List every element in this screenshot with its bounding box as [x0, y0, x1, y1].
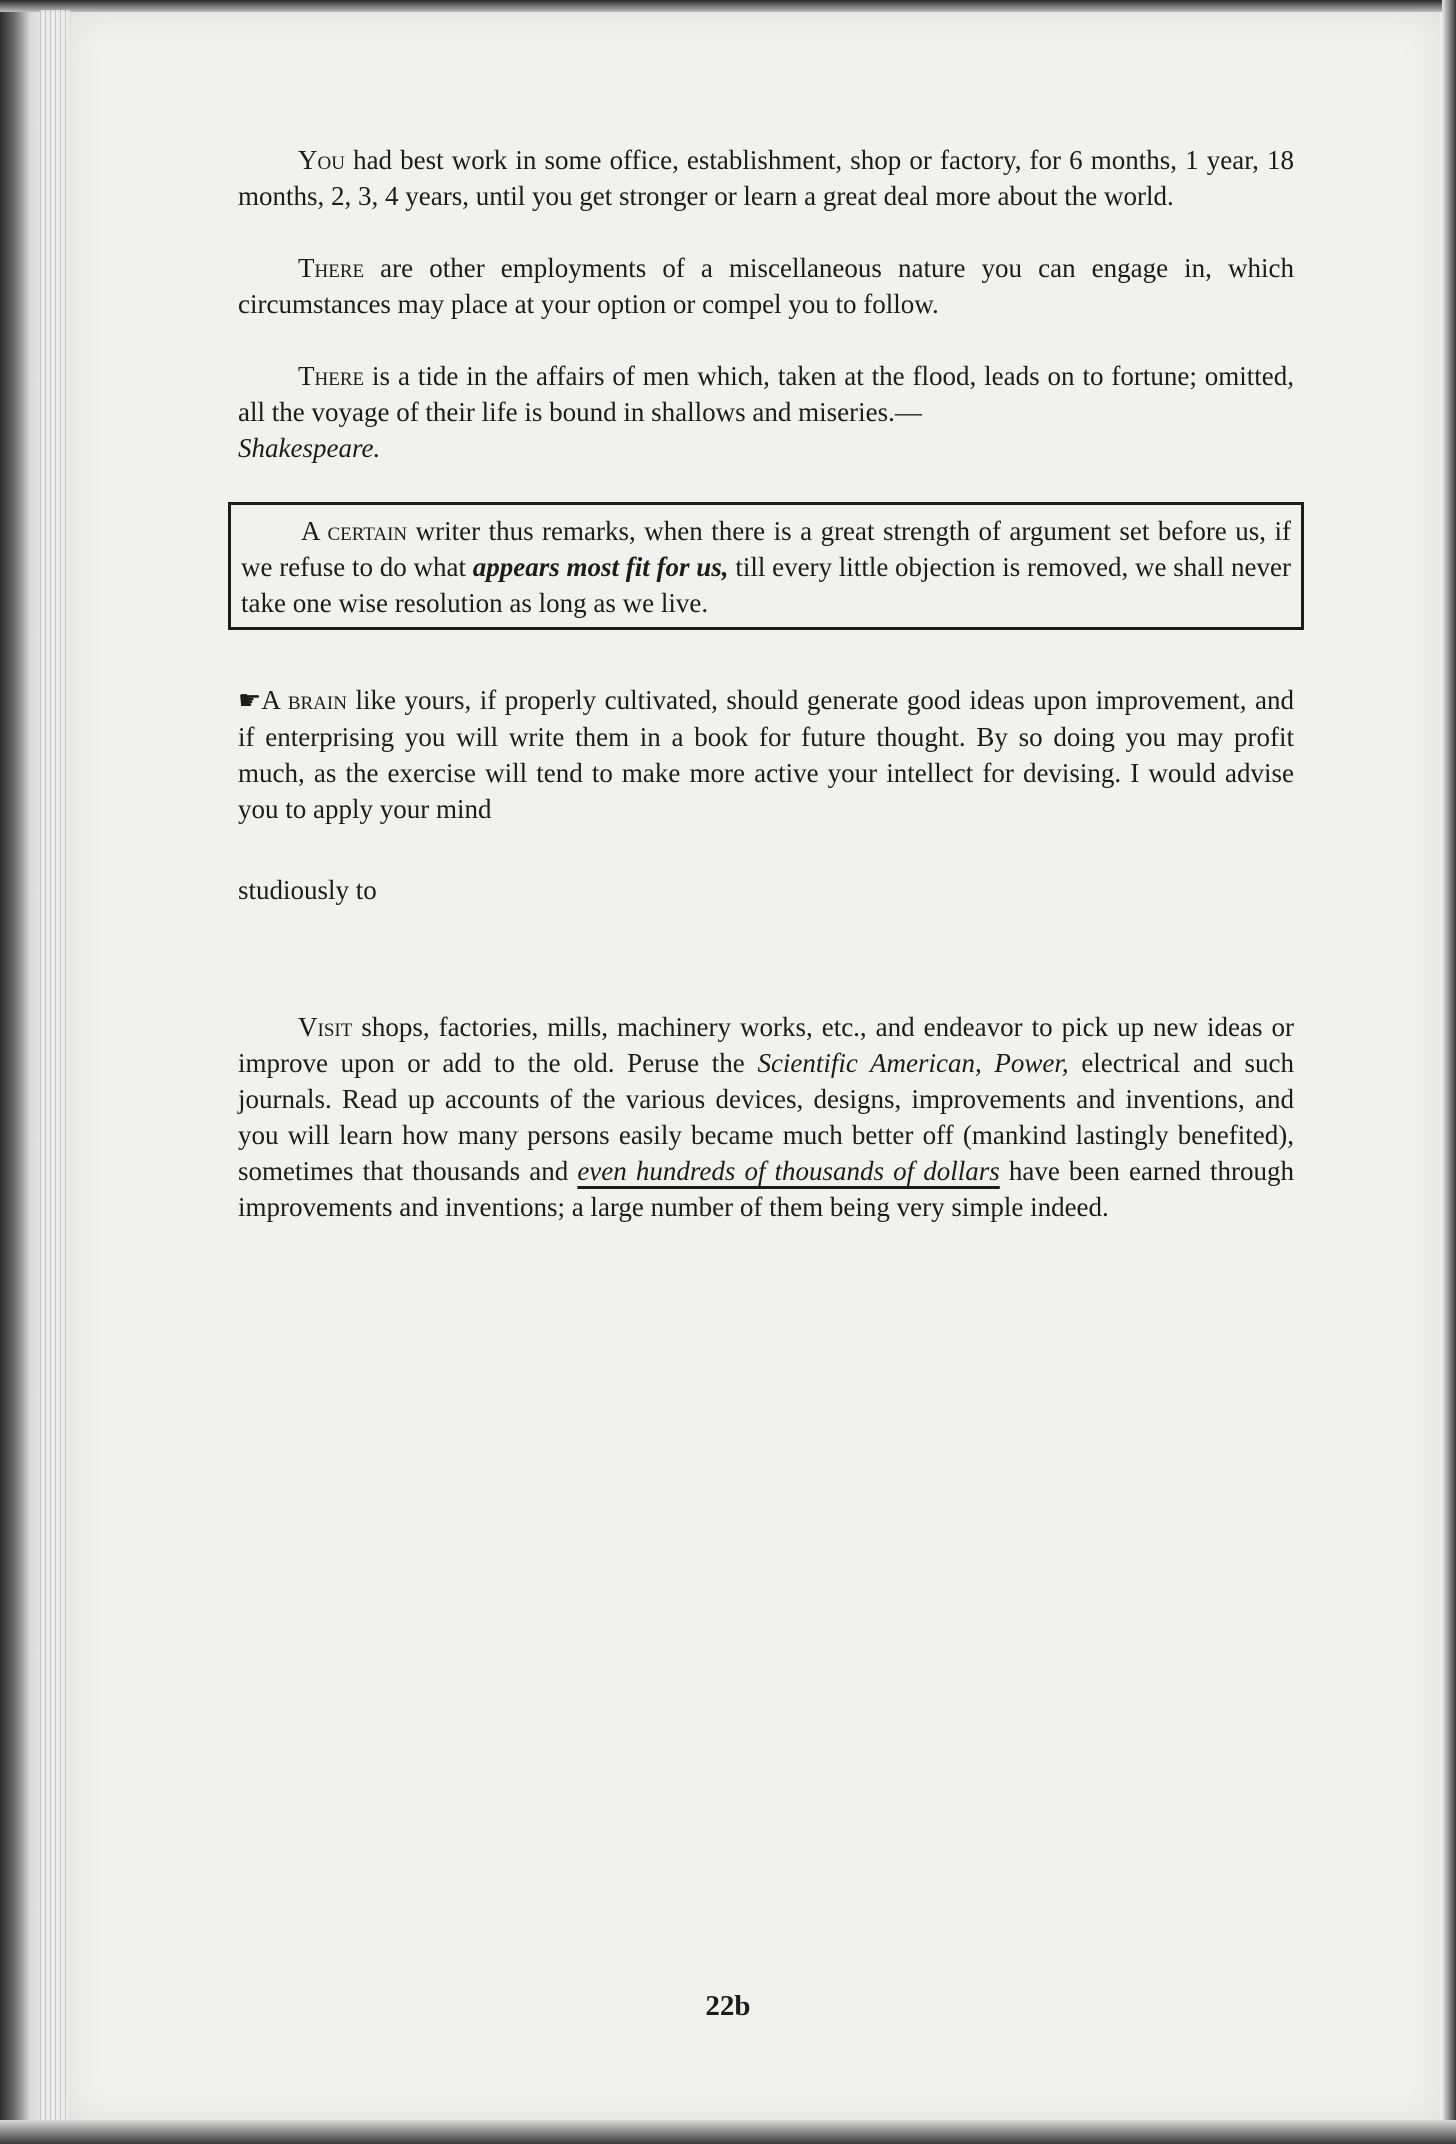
paragraph-text: electrical and such journals. Read up accounts of the various devices, designs, improvements and inventions, and you will learn how many persons easily became much better off (mankind lastingly benefited), sometimes that thousands and — [238, 1048, 1294, 1186]
boxed-note-text-part: till every little objection is removed, we shall never take one wise resolution as long as we live. — [241, 552, 1291, 618]
paragraph-employments — [238, 250, 1294, 322]
dotted-fill-line[interactable] — [238, 1327, 1294, 1363]
page-content — [238, 142, 1294, 1921]
blank-fill-line — [238, 1591, 1294, 1627]
boxed-note-emphasis: appears most fit for us, — [472, 552, 729, 582]
quote-attribution: Shakespeare. — [238, 433, 381, 463]
journal-names: Scientific American, Power, — [757, 1048, 1069, 1078]
studiously-line — [238, 863, 1294, 905]
scan-right-edge — [1442, 0, 1456, 2144]
dotted-fill-line[interactable] — [238, 1393, 1294, 1429]
dotted-fill-line[interactable] — [238, 1723, 1294, 1759]
blank-fill-line — [238, 1459, 1294, 1495]
paragraph-text: have been earned through improvements and inventions; a large number of them being very simple indeed. — [238, 1156, 1294, 1222]
blank-fill-line — [238, 1723, 1294, 1759]
dotted-fill-line[interactable] — [238, 1525, 1294, 1561]
paragraph-brain — [238, 682, 1294, 827]
paragraph-text: had best work in some office, establishment, shop or factory, for 6 months, 1 year, 18 months, 2, 3, 4 years, until you get stronger or learn a great deal more about the world. — [238, 145, 1294, 211]
scan-bottom-edge — [0, 2120, 1456, 2144]
boxed-note-text-part: writer thus remarks, when there is a great strength of argument set before us, if we refuse to do what — [241, 516, 1291, 582]
dotted-fill-line[interactable] — [238, 1789, 1294, 1825]
blank-fill-line — [238, 1525, 1294, 1561]
blank-fill-line — [238, 1327, 1294, 1363]
paragraph-lead: Visit — [298, 1012, 353, 1042]
dotted-fill-line[interactable] — [238, 1657, 1294, 1693]
blank-fill-line — [238, 1393, 1294, 1429]
paragraph-lead: A brain — [261, 685, 347, 715]
dotted-fill-line[interactable] — [238, 1261, 1294, 1297]
blank-fill-line — [238, 1855, 1294, 1891]
dotted-fill-line[interactable] — [238, 933, 1294, 969]
paragraph-lead: There — [298, 253, 365, 283]
paragraph-shakespeare-quote — [238, 358, 1294, 466]
paragraph-text: shops, factories, mills, machinery works, etc., and endeavor to pick up new ideas or improve upon or add to the old. Peruse the — [238, 1012, 1294, 1078]
scan-top-edge — [0, 0, 1456, 12]
pointing-hand-icon: ☛ — [238, 686, 262, 716]
page-number: 22b — [705, 1990, 751, 2022]
boxed-note — [228, 502, 1304, 630]
dotted-fill-line[interactable] — [384, 863, 1294, 899]
paragraph-visit — [238, 1009, 1294, 1225]
blank-fill-line — [238, 1261, 1294, 1297]
paragraph-text: are other employments of a miscellaneous nature you can engage in, which circumstances may place at your option or compel you to follow. — [238, 253, 1294, 319]
studiously-label: studiously to — [238, 875, 377, 905]
blank-lines-area — [238, 1261, 1294, 1891]
paragraph-lead: You — [298, 145, 345, 175]
dotted-fill-line[interactable] — [238, 1591, 1294, 1627]
blank-fill-line — [238, 933, 1294, 969]
paragraph-text: like yours, if properly cultivated, should generate good ideas upon improvement, and if enterprising you will write them in a book for future thought. By so doing you may profit much, as the exercise will tend to make more active your intellect for devising. I would advise you to apply your mind — [238, 685, 1295, 824]
boxed-note-text — [241, 513, 1291, 621]
blank-fill-line — [238, 1789, 1294, 1825]
underlined-phrase: even hundreds of thousands of dollars — [577, 1156, 1000, 1186]
paragraph-work — [238, 142, 1294, 214]
blank-fill-line — [238, 1657, 1294, 1693]
boxed-note-lead: A certain — [301, 516, 408, 546]
paragraph-lead: There — [298, 361, 365, 391]
dotted-fill-line[interactable] — [238, 1459, 1294, 1495]
page-edges — [40, 10, 70, 2120]
dotted-fill-line[interactable] — [238, 1855, 1294, 1891]
paragraph-text: is a tide in the affairs of men which, taken at the flood, leads on to fortune; omitted, all the voyage of their life is bound in shallows and miseries.— — [238, 361, 1294, 427]
